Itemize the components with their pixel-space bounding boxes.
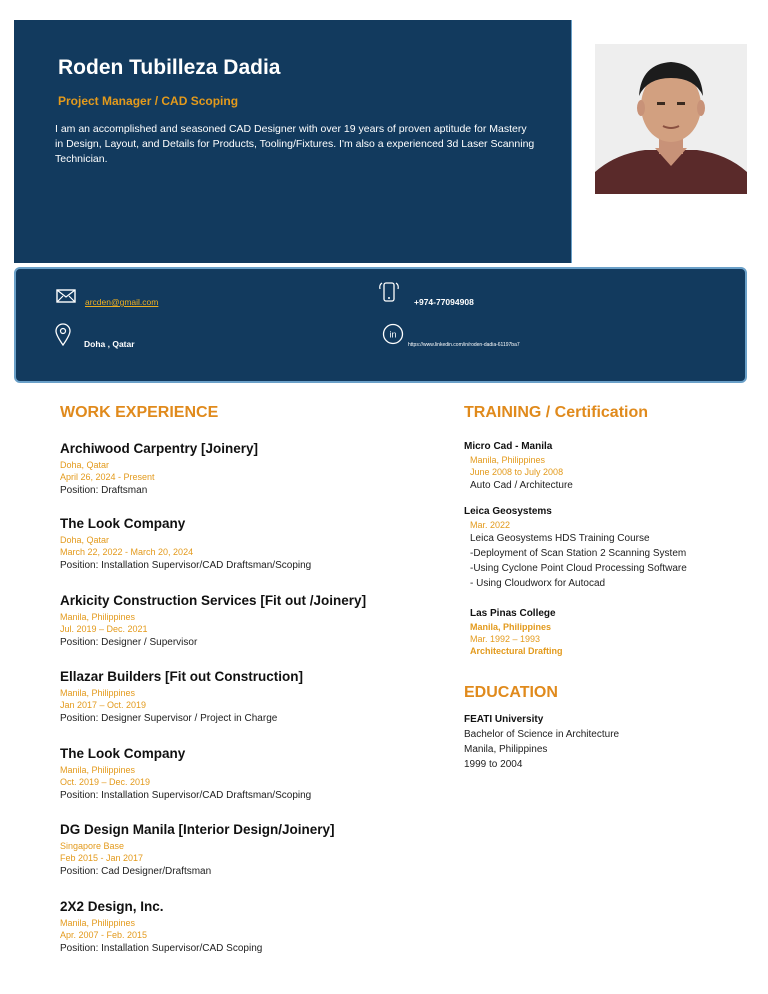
contact-panel — [14, 267, 747, 383]
job-company: Ellazar Builders [Fit out Construction] — [60, 669, 304, 684]
training-title: TRAINING / Certification — [464, 404, 649, 421]
job-position: Position: Installation Supervisor/CAD Scoping — [60, 943, 263, 954]
training-course: Leica Geosystems HDS Training Course — [470, 533, 650, 544]
job-location: Manila, Philippines — [60, 688, 136, 698]
phone-icon — [378, 281, 400, 305]
job-entry — [60, 899, 440, 954]
job-location: Manila, Philippines — [60, 918, 136, 928]
job-company: The Look Company — [60, 516, 186, 531]
job-entry — [60, 593, 440, 648]
email-link[interactable]: arcden@gmail.com — [85, 297, 159, 307]
training-entry — [464, 506, 744, 591]
training-location: Manila, Philippines — [470, 622, 552, 632]
job-dates: Oct. 2019 – Dec. 2019 — [60, 777, 151, 787]
education-title: EDUCATION — [464, 684, 558, 701]
training-detail: - Using Cloudworx for Autocad — [470, 578, 606, 589]
location-pin-icon — [54, 323, 72, 347]
job-position: Position: Installation Supervisor/CAD Draftsman/Scoping — [60, 560, 312, 571]
education-years: 1999 to 2004 — [464, 759, 523, 770]
job-dates: April 26, 2024 - Present — [60, 472, 155, 482]
training-course: Auto Cad / Architecture — [470, 480, 573, 491]
job-entry — [60, 516, 440, 571]
job-location: Doha, Qatar — [60, 460, 110, 470]
job-location: Manila, Philippines — [60, 765, 136, 775]
training-org: Las Pinas College — [470, 608, 556, 619]
job-position: Position: Designer / Supervisor — [60, 637, 198, 648]
training-org: Micro Cad - Manila — [464, 441, 553, 452]
linkedin-link[interactable]: https://www.linkedin.com/in/roden-dadia-61197ba7 — [408, 342, 520, 348]
job-company: 2X2 Design, Inc. — [60, 899, 164, 914]
education-degree: Bachelor of Science in Architecture — [464, 729, 620, 740]
job-company: Archiwood Carpentry [Joinery] — [60, 441, 259, 456]
education-entry — [464, 712, 619, 772]
job-dates: Jul. 2019 – Dec. 2021 — [60, 624, 148, 634]
job-position: Position: Cad Designer/Draftsman — [60, 866, 212, 877]
job-dates: March 22, 2022 - March 20, 2024 — [60, 547, 194, 557]
training-location: Manila, Philippines — [470, 455, 546, 465]
job-company: The Look Company — [60, 746, 186, 761]
work-experience-title: WORK EXPERIENCE — [60, 404, 219, 421]
training-detail: -Deployment of Scan Station 2 Scanning System — [470, 548, 687, 559]
training-course: Architectural Drafting — [470, 646, 563, 656]
linkedin-icon — [382, 323, 404, 345]
education-location: Manila, Philippines — [464, 744, 548, 755]
training-entry — [464, 441, 744, 493]
job-entry — [60, 822, 440, 877]
job-location: Doha, Qatar — [60, 535, 110, 545]
mail-icon — [56, 286, 76, 306]
job-entry — [60, 669, 440, 724]
job-dates: Apr. 2007 - Feb. 2015 — [60, 930, 148, 940]
summary-text: I am an accomplished and seasoned CAD Designer with over 19 years of proven aptitude for Mastery in Design, Layout, and Details for Products, Tooling/Fixtures. I'm also a experienced 3d Laser Scanning Technician. — [55, 123, 535, 165]
job-company: DG Design Manila [Interior Design/Joinery] — [60, 822, 335, 837]
training-dates: Mar. 2022 — [470, 520, 511, 530]
job-position: Position: Installation Supervisor/CAD Draftsman/Scoping — [60, 790, 312, 801]
job-entry — [60, 746, 440, 801]
job-location: Manila, Philippines — [60, 612, 136, 622]
job-dates: Jan 2017 – Oct. 2019 — [60, 700, 147, 710]
job-entry — [60, 441, 440, 496]
location-text: Doha , Qatar — [84, 339, 135, 349]
job-position: Position: Designer Supervisor / Project in Charge — [60, 713, 278, 724]
job-dates: Feb 2015 - Jan 2017 — [60, 853, 144, 863]
header-panel — [14, 20, 572, 263]
job-location: Singapore Base — [60, 841, 125, 851]
education-school: FEATI University — [464, 714, 544, 725]
svg-text:in: in — [389, 329, 397, 340]
training-entry — [464, 608, 744, 657]
job-company: Arkicity Construction Services [Fit out /Joinery] — [60, 593, 367, 608]
candidate-role: Project Manager / CAD Scoping — [58, 94, 239, 108]
training-org: Leica Geosystems — [464, 506, 552, 517]
training-dates: Mar. 1992 – 1993 — [470, 634, 541, 644]
candidate-name: Roden Tubilleza Dadia — [58, 56, 281, 79]
profile-photo — [595, 44, 747, 194]
job-position: Position: Draftsman — [60, 485, 148, 496]
phone-number: +974-77094908 — [414, 297, 474, 307]
training-detail: -Using Cyclone Point Cloud Processing Software — [470, 563, 687, 574]
training-dates: June 2008 to July 2008 — [470, 467, 564, 477]
